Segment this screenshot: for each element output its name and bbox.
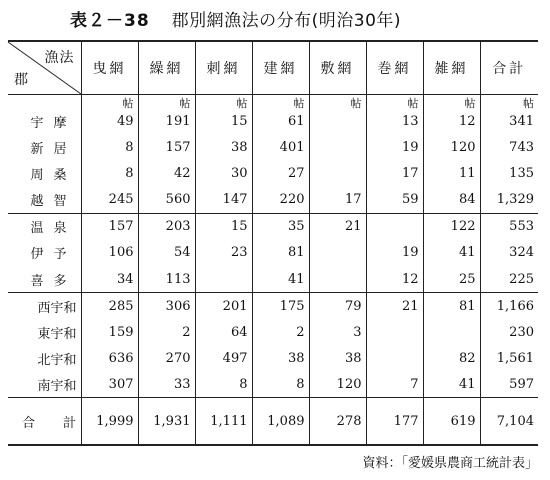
table-cell: 306	[138, 293, 195, 320]
table-cell: 636	[81, 345, 138, 371]
table-cell: 11	[423, 161, 480, 187]
table-row	[8, 371, 538, 398]
table-cell: 21	[366, 293, 423, 320]
table-cell: 13	[366, 109, 423, 135]
corner-header	[8, 41, 81, 95]
table-cell	[309, 161, 366, 187]
source-note: 資料：「愛媛県農商工統計表」	[362, 456, 538, 471]
corner-method-label: 漁法	[44, 50, 75, 66]
county-name: 越智	[8, 187, 81, 214]
table-cell: 120	[423, 135, 480, 161]
table-cell: 15	[195, 109, 252, 135]
unit-row	[8, 95, 538, 109]
column-header: 刺網	[195, 41, 252, 95]
table-cell: 3	[309, 319, 366, 345]
table-cell: 23	[195, 240, 252, 266]
table-cell	[195, 266, 252, 293]
table-cell: 38	[309, 345, 366, 371]
fishing-method-table	[8, 40, 538, 446]
table-cell: 341	[480, 109, 538, 135]
table-cell: 597	[480, 371, 538, 398]
county-name: 周桑	[8, 161, 81, 187]
table-cell: 21	[309, 213, 366, 240]
table-cell: 285	[81, 293, 138, 320]
table-row	[8, 187, 538, 214]
table-cell: 38	[195, 135, 252, 161]
table-cell: 8	[81, 161, 138, 187]
table-cell: 81	[423, 293, 480, 320]
unit-label: 帖	[309, 95, 366, 109]
table-caption: 郡別網漁法の分布(明治30年)	[171, 11, 402, 31]
table-cell	[309, 109, 366, 135]
table-cell: 34	[81, 266, 138, 293]
table-cell: 1,111	[195, 398, 252, 445]
unit-label: 帖	[138, 95, 195, 109]
total-label: 合計	[8, 398, 81, 445]
table-cell: 35	[252, 213, 309, 240]
table-cell: 2	[252, 319, 309, 345]
table-row	[8, 213, 538, 240]
county-name: 伊予	[8, 240, 81, 266]
table-cell: 27	[252, 161, 309, 187]
table-cell: 38	[252, 345, 309, 371]
table-cell: 61	[252, 109, 309, 135]
table-cell	[309, 266, 366, 293]
table-row	[8, 135, 538, 161]
table-cell: 19	[366, 240, 423, 266]
table-cell: 59	[366, 187, 423, 214]
county-name: 東宇和	[8, 319, 81, 345]
table-cell: 2	[138, 319, 195, 345]
table-cell: 1,561	[480, 345, 538, 371]
table-cell: 84	[423, 187, 480, 214]
table-cell: 33	[138, 371, 195, 398]
total-row	[8, 398, 538, 445]
table-title	[70, 8, 530, 34]
table-cell: 245	[81, 187, 138, 214]
table-cell: 25	[423, 266, 480, 293]
unit-label: 帖	[81, 95, 138, 109]
column-header: 建網	[252, 41, 309, 95]
table-cell: 159	[81, 319, 138, 345]
table-cell: 17	[309, 187, 366, 214]
table-cell: 1,329	[480, 187, 538, 214]
table-cell	[366, 213, 423, 240]
table-cell: 15	[195, 213, 252, 240]
table-cell: 12	[366, 266, 423, 293]
table-cell: 81	[252, 240, 309, 266]
table-cell: 220	[252, 187, 309, 214]
column-header: 曳網	[81, 41, 138, 95]
table-cell: 157	[138, 135, 195, 161]
unit-label: 帖	[480, 95, 538, 109]
table-row	[8, 319, 538, 345]
table-cell: 8	[195, 371, 252, 398]
table-row	[8, 345, 538, 371]
table-cell: 41	[423, 240, 480, 266]
table-cell	[423, 319, 480, 345]
table-cell: 270	[138, 345, 195, 371]
column-header: 繰網	[138, 41, 195, 95]
table-cell: 12	[423, 109, 480, 135]
unit-label: 帖	[366, 95, 423, 109]
table-cell: 307	[81, 371, 138, 398]
table-cell: 324	[480, 240, 538, 266]
table-cell: 82	[423, 345, 480, 371]
table-cell: 1,166	[480, 293, 538, 320]
table-cell: 42	[138, 161, 195, 187]
county-name: 南宇和	[8, 371, 81, 398]
table-cell: 122	[423, 213, 480, 240]
table-cell: 19	[366, 135, 423, 161]
county-name: 喜多	[8, 266, 81, 293]
table-row	[8, 266, 538, 293]
table-cell: 560	[138, 187, 195, 214]
table-cell: 157	[81, 213, 138, 240]
table-cell	[366, 345, 423, 371]
table-cell: 64	[195, 319, 252, 345]
table-cell	[366, 319, 423, 345]
table-row	[8, 161, 538, 187]
table-cell: 7	[366, 371, 423, 398]
header-row	[8, 41, 538, 95]
table-cell: 54	[138, 240, 195, 266]
table-cell: 8	[81, 135, 138, 161]
table-cell	[309, 240, 366, 266]
table-cell: 1,931	[138, 398, 195, 445]
table-cell: 41	[252, 266, 309, 293]
county-name: 温泉	[8, 213, 81, 240]
table-cell: 135	[480, 161, 538, 187]
table-cell: 41	[423, 371, 480, 398]
county-name: 北宇和	[8, 345, 81, 371]
column-header: 敷網	[309, 41, 366, 95]
table-cell: 147	[195, 187, 252, 214]
table-row	[8, 293, 538, 320]
table-cell: 8	[252, 371, 309, 398]
column-header: 巻網	[366, 41, 423, 95]
table-cell: 401	[252, 135, 309, 161]
table-row	[8, 109, 538, 135]
county-name: 西宇和	[8, 293, 81, 320]
column-header: 合計	[480, 41, 538, 95]
table-cell: 113	[138, 266, 195, 293]
table-cell: 225	[480, 266, 538, 293]
county-name: 宇摩	[8, 109, 81, 135]
table-cell: 230	[480, 319, 538, 345]
table-cell: 120	[309, 371, 366, 398]
table-cell: 191	[138, 109, 195, 135]
table-cell: 17	[366, 161, 423, 187]
table-number: 表２－38	[70, 11, 150, 31]
table-cell	[309, 135, 366, 161]
table-cell: 106	[81, 240, 138, 266]
table-cell: 30	[195, 161, 252, 187]
unit-label: 帖	[423, 95, 480, 109]
unit-label: 帖	[252, 95, 309, 109]
table-cell: 177	[366, 398, 423, 445]
table-cell: 497	[195, 345, 252, 371]
table-cell: 619	[423, 398, 480, 445]
table-cell: 743	[480, 135, 538, 161]
table-cell: 1,089	[252, 398, 309, 445]
county-name: 新居	[8, 135, 81, 161]
table-cell: 49	[81, 109, 138, 135]
table-cell: 201	[195, 293, 252, 320]
table-row	[8, 240, 538, 266]
table-cell: 203	[138, 213, 195, 240]
corner-county-label: 郡	[14, 72, 29, 88]
unit-label: 帖	[195, 95, 252, 109]
table-cell: 79	[309, 293, 366, 320]
column-header: 雑網	[423, 41, 480, 95]
table-cell: 175	[252, 293, 309, 320]
table-cell: 553	[480, 213, 538, 240]
table-cell: 1,999	[81, 398, 138, 445]
table-cell: 7,104	[480, 398, 538, 445]
table-cell: 278	[309, 398, 366, 445]
